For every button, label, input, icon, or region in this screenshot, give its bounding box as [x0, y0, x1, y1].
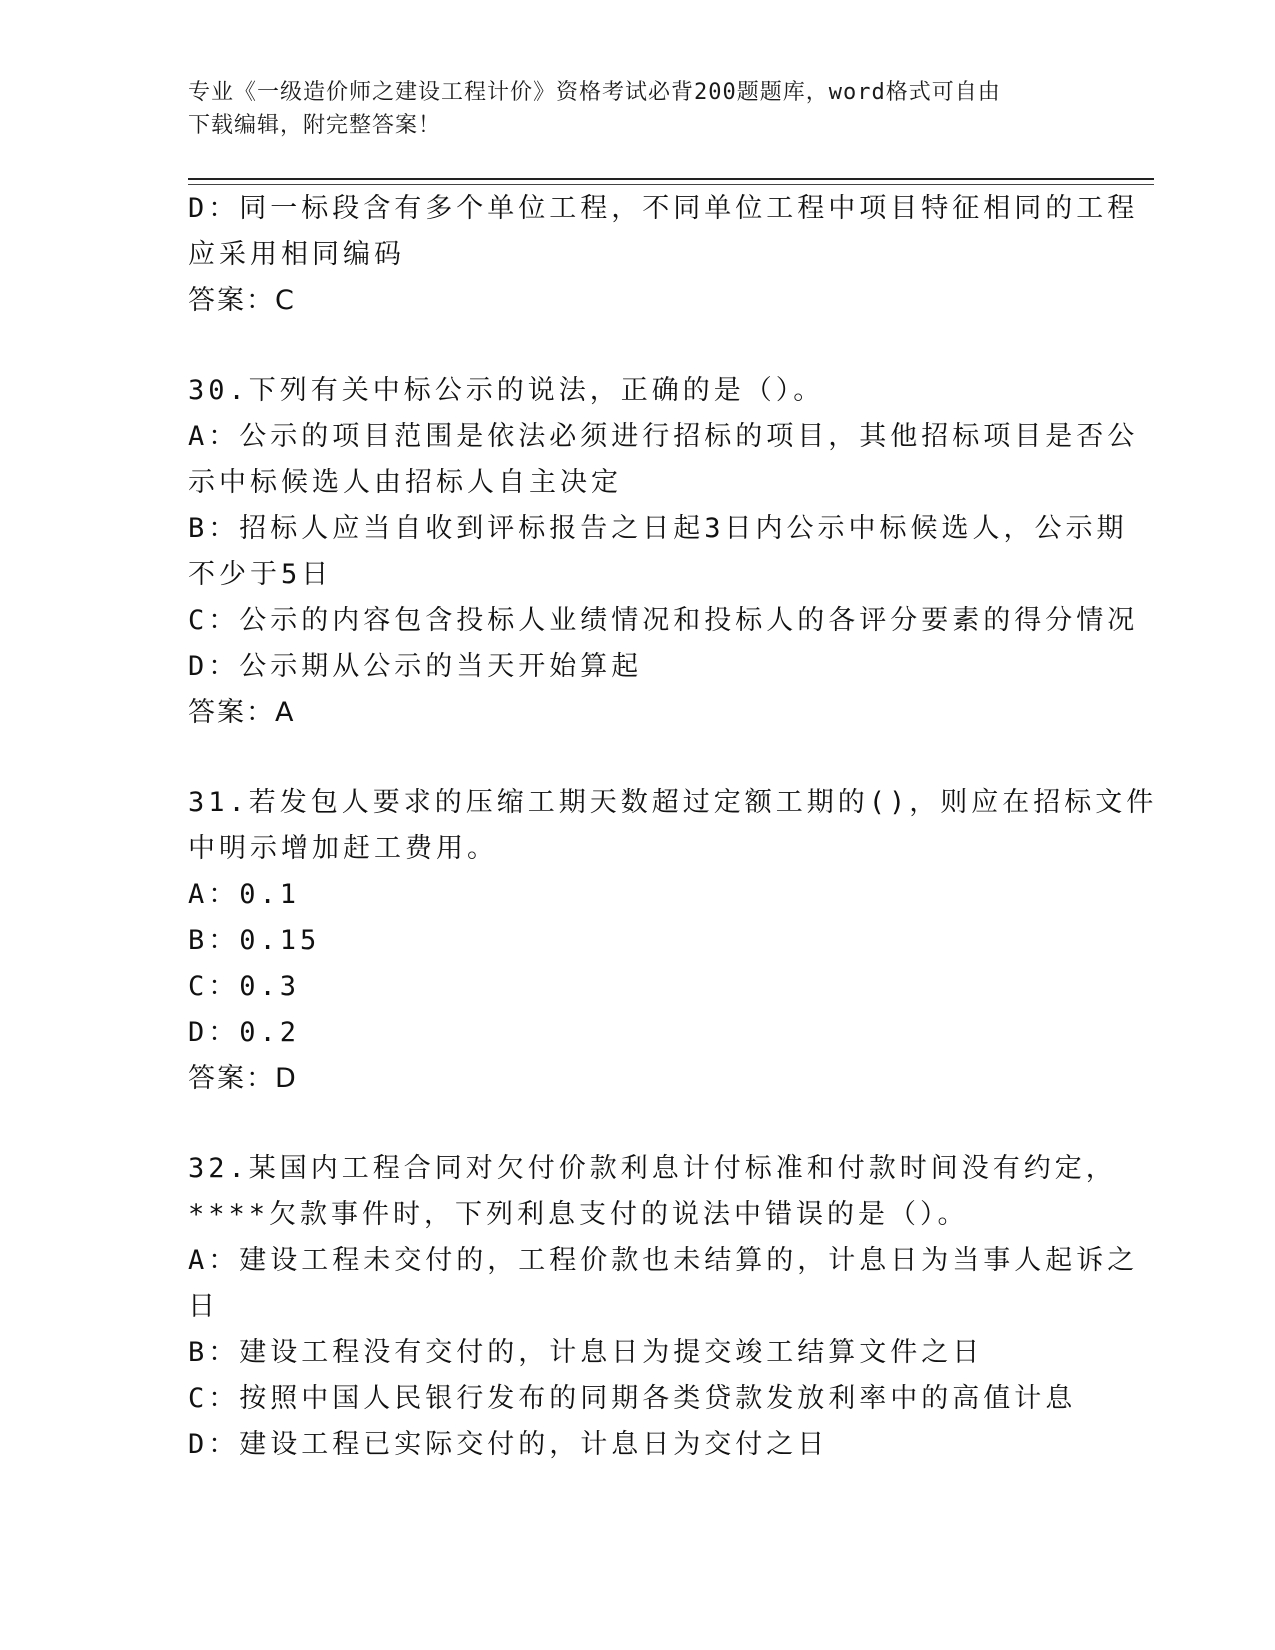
- spacer: [188, 736, 1088, 780]
- question-stem: 32.某国内工程合同对欠付价款利息计付标准和付款时间没有约定，: [188, 1153, 1117, 1184]
- question-stem: 30.下列有关中标公示的说法，正确的是（）。: [188, 375, 825, 406]
- option-c: C：按照中国人民银行发布的同期各类贷款发放利率中的高值计息: [188, 1383, 1077, 1414]
- question-29-tail: [188, 186, 1139, 324]
- answer: 答案：D: [188, 1063, 298, 1094]
- question-stem: 31.若发包人要求的压缩工期天数超过定额工期的()，则应在招标文件: [188, 787, 1158, 818]
- page-header: [188, 76, 1088, 142]
- option-a-continued: 日: [188, 1291, 219, 1322]
- option-c: C：公示的内容包含投标人业绩情况和投标人的各评分要素的得分情况: [188, 605, 1139, 636]
- option-d: D：0.2: [188, 1017, 301, 1048]
- header-line-2: 下载编辑，附完整答案！: [188, 113, 442, 138]
- option-a: A：公示的项目范围是依法必须进行招标的项目，其他招标项目是否公: [188, 421, 1139, 452]
- question-32: [188, 1146, 1139, 1468]
- option-d: D：公示期从公示的当天开始算起: [188, 651, 643, 682]
- option-d: D：同一标段含有多个单位工程，不同单位工程中项目特征相同的工程: [188, 193, 1139, 224]
- option-b: B：建设工程没有交付的，计息日为提交竣工结算文件之日: [188, 1337, 984, 1368]
- question-stem-continued: 中明示增加赶工费用。: [188, 833, 498, 864]
- option-b: B：招标人应当自收到评标报告之日起3日内公示中标候选人，公示期: [188, 513, 1128, 544]
- question-31: [188, 780, 1158, 1102]
- question-30: [188, 368, 1139, 736]
- answer: 答案：A: [188, 697, 296, 728]
- header-rule-thick: [188, 178, 1154, 180]
- question-stem-continued: ****欠款事件时，下列利息支付的说法中错误的是（）。: [188, 1199, 969, 1230]
- spacer: [188, 1102, 1088, 1146]
- option-a: A：建设工程未交付的，工程价款也未结算的，计息日为当事人起诉之: [188, 1245, 1139, 1276]
- option-d: D：建设工程已实际交付的，计息日为交付之日: [188, 1429, 829, 1460]
- option-a-continued: 示中标候选人由招标人自主决定: [188, 467, 622, 498]
- option-b: B：0.15: [188, 925, 321, 956]
- header-line-1: 专业《一级造价师之建设工程计价》资格考试必背200题题库，word格式可自由: [188, 80, 1001, 105]
- option-d-continued: 应采用相同编码: [188, 239, 405, 270]
- page-content: [188, 186, 1158, 1468]
- header-rule-thin: [188, 184, 1154, 185]
- option-b-continued: 不少于5日: [188, 559, 333, 590]
- answer: 答案：C: [188, 285, 296, 316]
- option-c: C：0.3: [188, 971, 301, 1002]
- spacer: [188, 324, 1088, 368]
- option-a: A：0.1: [188, 879, 301, 910]
